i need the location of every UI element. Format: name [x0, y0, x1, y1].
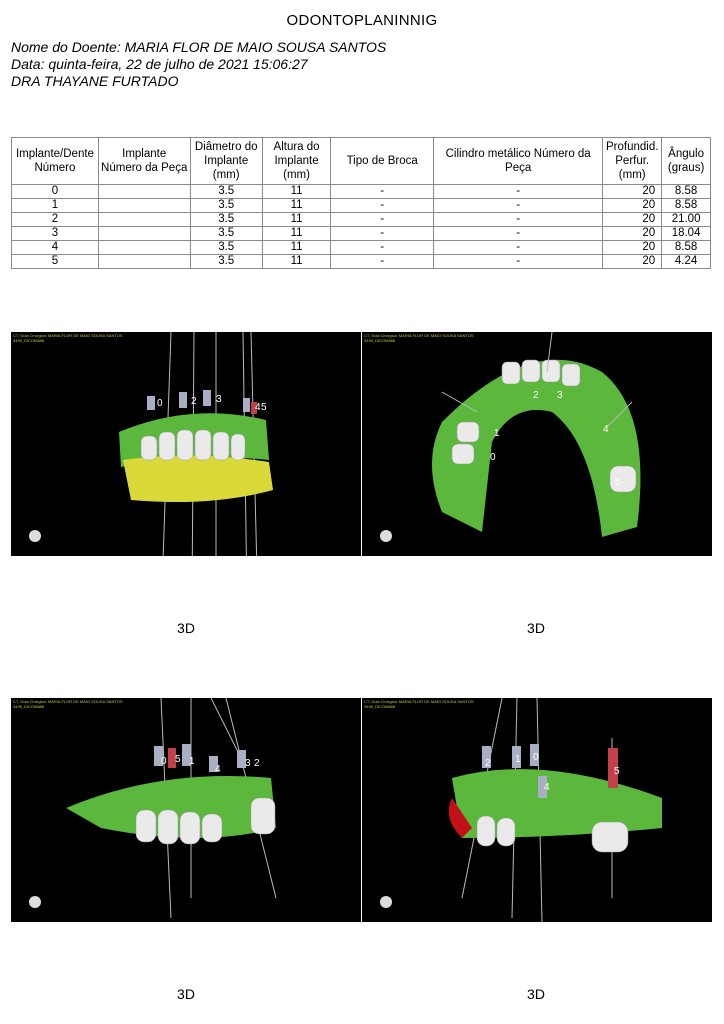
col-height: Altura do Implante (mm)	[262, 138, 330, 185]
implant-label: 0	[157, 398, 163, 409]
table-header-row	[12, 138, 711, 185]
table-cell: 20	[603, 255, 662, 269]
orientation-head-icon[interactable]	[29, 896, 41, 908]
table-cell: 3	[12, 227, 99, 241]
implant-label: 4	[603, 424, 609, 435]
table-cell: 20	[603, 199, 662, 213]
table-cell: 20	[603, 185, 662, 199]
col-implant-part: Implante Número da Peça	[98, 138, 190, 185]
view-caption: 3D	[527, 620, 545, 636]
implant-label: 1	[189, 756, 195, 767]
implant-label: 3	[216, 394, 222, 405]
implant-label: 4	[255, 402, 261, 413]
table-cell: -	[434, 227, 603, 241]
table-cell: 20	[603, 241, 662, 255]
col-diameter: Diâmetro do Implante (mm)	[190, 138, 262, 185]
col-implant-number: Implante/Dente Número	[12, 138, 99, 185]
table-cell: -	[331, 185, 434, 199]
table-cell: -	[331, 255, 434, 269]
table-cell	[98, 213, 190, 227]
table-cell: 0	[12, 185, 99, 199]
table-cell: 11	[262, 213, 330, 227]
overlay-caption: CT, Guia Cirúrgica: MARIA FLOR DE MAIO SOUSA SANTOS	[13, 333, 123, 338]
table-cell: 3.5	[190, 241, 262, 255]
implant-label: 5	[175, 754, 181, 765]
implant-label: 2	[191, 396, 197, 407]
table-cell: 5	[12, 255, 99, 269]
implant-label: 5	[614, 766, 620, 777]
table-row	[12, 255, 711, 269]
table-cell: 8.58	[662, 199, 711, 213]
table-cell: 8.58	[662, 185, 711, 199]
table-cell	[98, 185, 190, 199]
table-row	[12, 199, 711, 213]
table-row	[12, 241, 711, 255]
table-cell: 11	[262, 185, 330, 199]
orientation-head-icon[interactable]	[29, 530, 41, 542]
implant-label: 0	[161, 756, 167, 767]
table-cell: 2	[12, 213, 99, 227]
table-cell: -	[434, 213, 603, 227]
implant-label: 2	[485, 758, 491, 769]
table-cell: 20	[603, 213, 662, 227]
report-date: Data: quinta-feira, 22 de julho de 2021 15:06:27	[11, 56, 308, 72]
table-cell	[98, 241, 190, 255]
dental-render-occlusal	[362, 332, 712, 556]
table-cell: 4.24	[662, 255, 711, 269]
implant-label: 3	[245, 758, 251, 769]
table-cell: 3.5	[190, 199, 262, 213]
table-cell: -	[331, 241, 434, 255]
table-cell: 11	[262, 255, 330, 269]
implant-label: 0	[533, 752, 539, 763]
overlay-id: 3495_DICOM888	[364, 338, 396, 343]
doctor-name: DRA THAYANE FURTADO	[11, 73, 179, 89]
table-row	[12, 213, 711, 227]
col-drill-type: Tipo de Broca	[331, 138, 434, 185]
table-cell: -	[331, 199, 434, 213]
view-3d-lateral-left[interactable]	[362, 698, 712, 922]
table-cell: 3.5	[190, 227, 262, 241]
implant-label: 2	[533, 390, 539, 401]
table-cell: -	[434, 185, 603, 199]
implant-label: 4	[215, 764, 221, 775]
dental-render-lateral-right	[11, 698, 361, 922]
table-cell: 3.5	[190, 213, 262, 227]
orientation-head-icon[interactable]	[380, 896, 392, 908]
implant-label: 4	[544, 782, 550, 793]
table-cell: 21.00	[662, 213, 711, 227]
table-row	[12, 185, 711, 199]
overlay-id: 3495_DICOM888	[364, 704, 396, 709]
dental-render-frontal	[11, 332, 361, 556]
table-cell	[98, 227, 190, 241]
overlay-id: 3495_DICOM888	[13, 704, 45, 709]
implant-label: 3	[557, 390, 563, 401]
table-cell: 11	[262, 227, 330, 241]
view-3d-occlusal[interactable]	[362, 332, 712, 556]
table-cell: 1	[12, 199, 99, 213]
overlay-caption: CT, Guia Cirúrgica: MARIA FLOR DE MAIO SOUSA SANTOS	[364, 699, 474, 704]
view-caption: 3D	[527, 986, 545, 1002]
table-cell: 8.58	[662, 241, 711, 255]
table-cell: 20	[603, 227, 662, 241]
table-cell: 11	[262, 199, 330, 213]
implant-label: 5	[615, 477, 621, 488]
orientation-head-icon[interactable]	[380, 530, 392, 542]
patient-name: Nome do Doente: MARIA FLOR DE MAIO SOUSA SANTOS	[11, 39, 387, 55]
dental-render-lateral-left	[362, 698, 712, 922]
implant-label: 1	[494, 428, 500, 439]
page-title: ODONTOPLANINNIG	[286, 12, 438, 29]
implant-label: 0	[490, 452, 496, 463]
implant-table	[11, 137, 711, 269]
table-cell	[98, 199, 190, 213]
view-3d-lateral-right[interactable]	[11, 698, 361, 922]
table-cell: 11	[262, 241, 330, 255]
implant-label: 5	[261, 402, 267, 413]
table-cell: -	[434, 255, 603, 269]
overlay-caption: CT, Guia Cirúrgica: MARIA FLOR DE MAIO SOUSA SANTOS	[364, 333, 474, 338]
implant-label: 2	[254, 758, 260, 769]
overlay-id: 3495_DICOM888	[13, 338, 45, 343]
view-caption: 3D	[177, 986, 195, 1002]
table-cell: 4	[12, 241, 99, 255]
table-cell: 18.04	[662, 227, 711, 241]
table-row	[12, 227, 711, 241]
view-caption: 3D	[177, 620, 195, 636]
table-cell: -	[434, 241, 603, 255]
table-cell: 3.5	[190, 255, 262, 269]
table-cell: -	[434, 199, 603, 213]
col-cylinder-part: Cilindro metálico Número da Peça	[434, 138, 603, 185]
table-cell: -	[331, 227, 434, 241]
col-depth: Profundid. Perfur. (mm)	[603, 138, 662, 185]
table-cell	[98, 255, 190, 269]
overlay-caption: CT, Guia Cirúrgica: MARIA FLOR DE MAIO SOUSA SANTOS	[13, 699, 123, 704]
view-3d-frontal[interactable]	[11, 332, 361, 556]
table-cell: -	[331, 213, 434, 227]
col-angle: Ângulo (graus)	[662, 138, 711, 185]
table-cell: 3.5	[190, 185, 262, 199]
implant-label: 1	[515, 754, 521, 765]
